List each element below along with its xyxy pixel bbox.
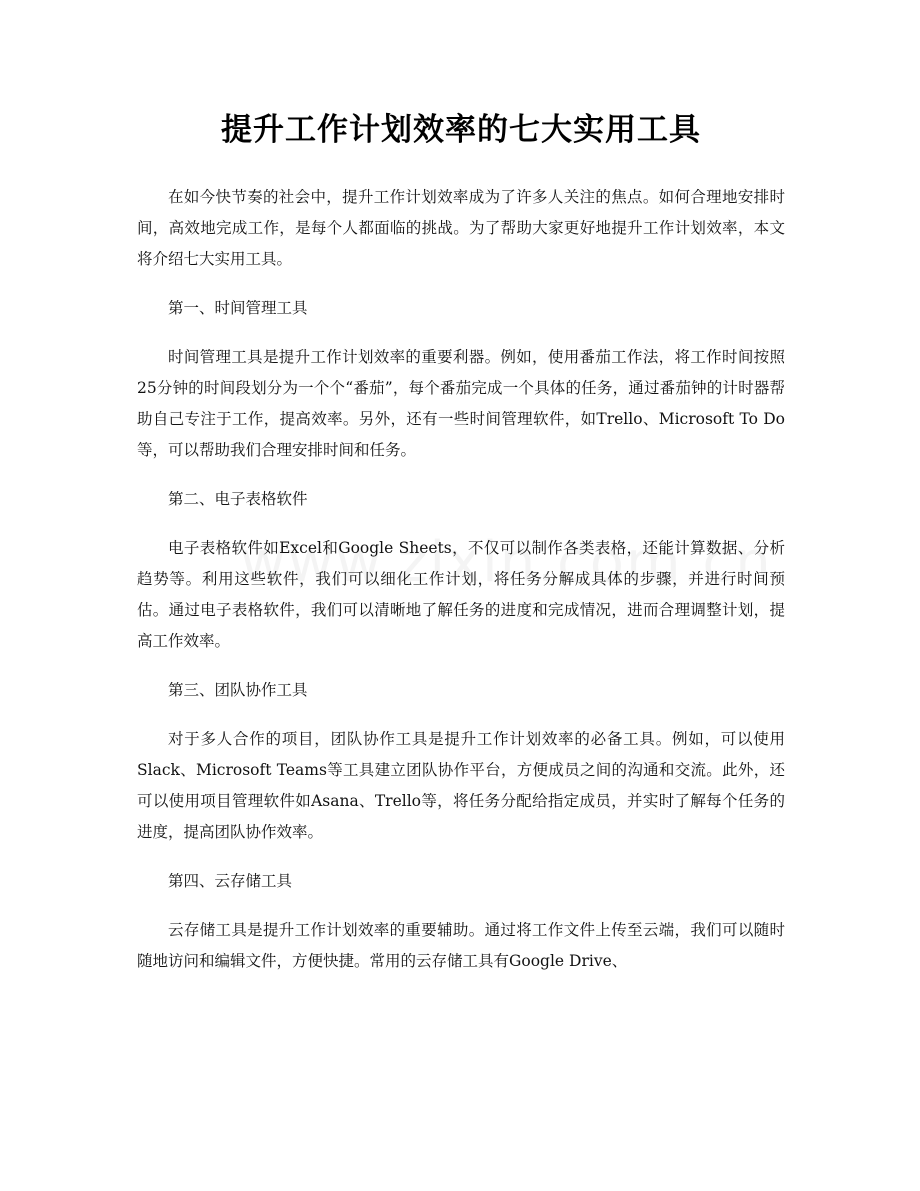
intro-paragraph: 在如今快节奏的社会中，提升工作计划效率成为了许多人关注的焦点。如何合理地安排时间，高效地完成工作，是每个人都面临的挑战。为了帮助大家更好地提升工作计划效率，本文将介绍七大实用工具。 bbox=[137, 188, 785, 268]
section-heading-cloud-storage: 第四、云存储工具 bbox=[168, 872, 293, 890]
section-heading-spreadsheet: 第二、电子表格软件 bbox=[168, 490, 308, 508]
section-body-team-collaboration: 对于多人合作的项目，团队协作工具是提升工作计划效率的必备工具。例如，可以使用Slack、Microsoft Teams等工具建立团队协作平台，方便成员之间的沟通和交流。此外，还可以使用项目管理软件如Asana、Trello等，将任务分配给指定成员，并实时了解每个任务的进度，提高团队协作效率。 bbox=[137, 730, 785, 841]
section-body-spreadsheet: 电子表格软件如Excel和Google Sheets，不仅可以制作各类表格，还能计算数据、分析趋势等。利用这些软件，我们可以细化工作计划，将任务分解成具体的步骤，并进行时间预估。通过电子表格软件，我们可以清晰地了解任务的进度和完成情况，进而合理调整计划，提高工作效率。 bbox=[137, 539, 785, 650]
page-title: 提升工作计划效率的七大实用工具 bbox=[221, 112, 701, 148]
section-heading-team-collaboration: 第三、团队协作工具 bbox=[168, 681, 308, 699]
section-body-time-management: 时间管理工具是提升工作计划效率的重要利器。例如，使用番茄工作法，将工作时间按照25分钟的时间段划分为一个个“番茄”，每个番茄完成一个具体的任务，通过番茄钟的计时器帮助自己专注于工作，提高效率。另外，还有一些时间管理软件，如Trello、Microsoft To Do等，可以帮助我们合理安排时间和任务。 bbox=[137, 348, 785, 459]
section-body-cloud-storage: 云存储工具是提升工作计划效率的重要辅助。通过将工作文件上传至云端，我们可以随时随地访问和编辑文件，方便快捷。常用的云存储工具有Google Drive、 bbox=[137, 921, 785, 970]
document-body bbox=[137, 182, 785, 995]
section-heading-time-management: 第一、时间管理工具 bbox=[168, 299, 308, 317]
